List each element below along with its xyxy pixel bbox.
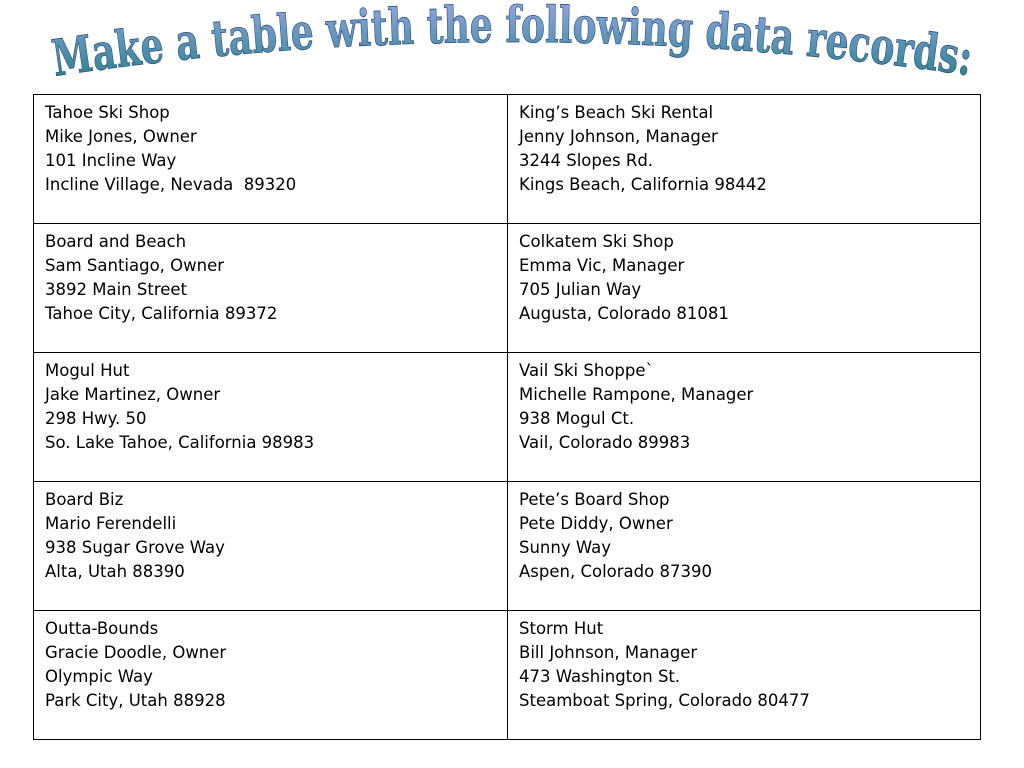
record-city-state-zip: Kings Beach, California 98442	[519, 175, 767, 194]
record-contact: Michelle Rampone, Manager	[519, 385, 754, 404]
record-business-name: Colkatem Ski Shop	[519, 232, 674, 251]
table-row	[34, 611, 981, 740]
record-business-name: Board Biz	[45, 490, 124, 509]
record-city-state-zip: Park City, Utah 88928	[45, 691, 226, 710]
record-business-name: Outta-Bounds	[45, 619, 159, 638]
record-city-state-zip: Vail, Colorado 89983	[519, 433, 691, 452]
record-contact: Gracie Doodle, Owner	[45, 643, 227, 662]
record-cell	[34, 482, 508, 611]
record-cell	[34, 353, 508, 482]
record-street: 473 Washington St.	[519, 667, 681, 686]
record-cell	[34, 95, 508, 224]
record-city-state-zip: Augusta, Colorado 81081	[519, 304, 729, 323]
record-business-name: King’s Beach Ski Rental	[519, 103, 714, 122]
record-cell	[508, 353, 981, 482]
record-street: 705 Julian Way	[519, 280, 642, 299]
record-city-state-zip: Steamboat Spring, Colorado 80477	[519, 691, 810, 710]
record-contact: Bill Johnson, Manager	[519, 643, 698, 662]
record-street: 938 Sugar Grove Way	[45, 538, 225, 557]
table-row	[34, 224, 981, 353]
record-cell	[34, 611, 508, 740]
record-business-name: Tahoe Ski Shop	[45, 103, 170, 122]
record-city-state-zip: Aspen, Colorado 87390	[519, 562, 712, 581]
record-business-name: Storm Hut	[519, 619, 604, 638]
record-contact: Mike Jones, Owner	[45, 127, 197, 146]
record-contact: Jake Martinez, Owner	[45, 385, 221, 404]
record-street: 3244 Slopes Rd.	[519, 151, 654, 170]
record-contact: Jenny Johnson, Manager	[519, 127, 718, 146]
record-city-state-zip: Incline Village, Nevada 89320	[45, 175, 297, 194]
record-cell	[508, 482, 981, 611]
record-street: 101 Incline Way	[45, 151, 177, 170]
record-street: 3892 Main Street	[45, 280, 188, 299]
record-cell	[34, 224, 508, 353]
title-textpath: Make a table with the following data records:	[48, 0, 982, 88]
records-body	[34, 95, 981, 740]
record-street: Olympic Way	[45, 667, 153, 686]
table-row	[34, 353, 981, 482]
record-street: 298 Hwy. 50	[45, 409, 147, 428]
record-street: Sunny Way	[519, 538, 611, 557]
records-table	[33, 94, 981, 740]
record-cell	[508, 611, 981, 740]
record-business-name: Mogul Hut	[45, 361, 130, 380]
record-contact: Pete Diddy, Owner	[519, 514, 673, 533]
record-cell	[508, 224, 981, 353]
record-contact: Mario Ferendelli	[45, 514, 177, 533]
record-business-name: Vail Ski Shoppe`	[519, 361, 654, 380]
record-business-name: Board and Beach	[45, 232, 187, 251]
record-contact: Emma Vic, Manager	[519, 256, 685, 275]
title-text	[48, 0, 982, 88]
record-contact: Sam Santiago, Owner	[45, 256, 225, 275]
record-cell	[508, 95, 981, 224]
record-city-state-zip: So. Lake Tahoe, California 98983	[45, 433, 315, 452]
record-city-state-zip: Alta, Utah 88390	[45, 562, 185, 581]
table-row	[34, 482, 981, 611]
record-city-state-zip: Tahoe City, California 89372	[45, 304, 278, 323]
record-street: 938 Mogul Ct.	[519, 409, 635, 428]
table-row	[34, 95, 981, 224]
record-business-name: Pete’s Board Shop	[519, 490, 670, 509]
